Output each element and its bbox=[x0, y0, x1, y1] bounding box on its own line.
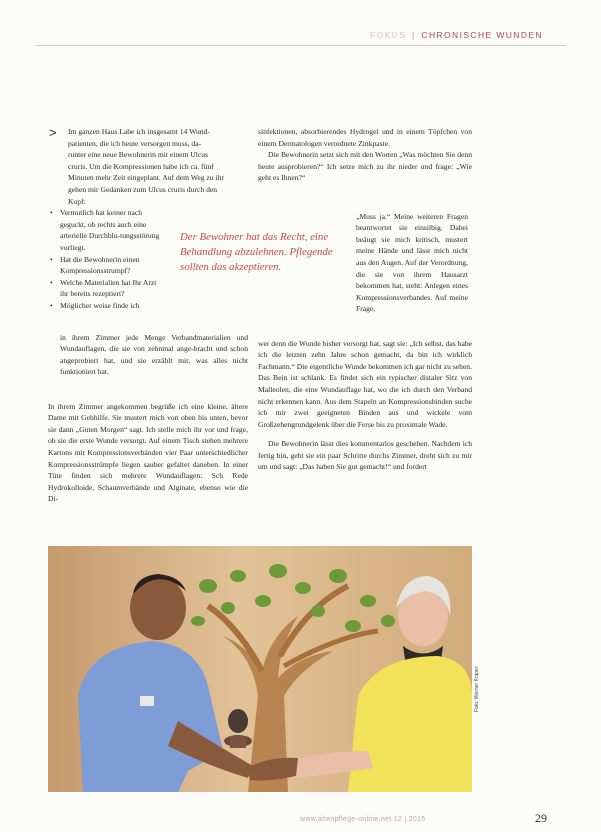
bullet-continuation-text: in ihrem Zimmer jede Menge Verbandmaterialien und Wundauflagen, die sie von zehnmal ange-bracht und schon angeprobiert hat, und sie erzählt mir, was alles nicht funktioniert hat. bbox=[60, 332, 248, 377]
start-arrow-icon: > bbox=[49, 125, 57, 140]
header-rule bbox=[36, 45, 566, 46]
section-separator: | bbox=[412, 30, 416, 40]
photo-illustration bbox=[48, 546, 472, 792]
right-lower-paragraphs bbox=[258, 330, 472, 480]
bullet-continuation bbox=[48, 324, 248, 386]
photo-credit: Foto: Werner Krüper bbox=[474, 666, 480, 712]
right-narrow-paragraph bbox=[356, 203, 468, 323]
page-number: 29 bbox=[535, 811, 547, 825]
section-kicker: FOKUS bbox=[370, 30, 407, 40]
paragraph-text: In ihrem Zimmer angekommen begrüße ich eine kleine, ältere Dame mit Gehhilfe. Sie mustert mich von oben bis unten, bevor sie dann „Guten Morgen“ sagt. Ich stelle mich ihr vor und frage, ob sie die erste Wunde versorgt. Auf einem Tisch stehen mehrere Kartons mit Kompressionsverbänden vier Paar unterschiedlicher Kompressionsstrümpfe liegen sauber gefaltet daneben. In einer Tüte finden sich mehrere Wundauflagen: Sch Rede Hydrokolloide, Schaumverbände und Alginate, ebenso wie die Di- bbox=[48, 401, 248, 504]
column-left bbox=[48, 126, 248, 312]
lead-paragraph: Im ganzen Haus Labe ich insgesamt 14 Wund- patienten, die ich heute versorgen muss, da- runter eine neue Bewohnerin mit einem Ulcus cruris. Um die Kompressionen habe ich ca. fünf Minuten mehr Zeit eingeplant. Auf dem Weg zu ihr gehen mir Gedanken zum Ulcus cruris durch den Kopf: bbox=[68, 127, 224, 206]
paragraph-text: „Muss ja.“ Meine weiteren Fragen beantwortet sie einsilbig. Dabei beäugt sie mich kritisch, mustert meine Hände und lässt mich nicht aus den Augen. Auf der Verordnung, die sie von ihrem Hausarzt bekommen hat, steht: Anlegen eines Kompressionsverbandes. Auf meine Frage, bbox=[356, 211, 468, 314]
pull-quote: Der Bewohner hat das Recht, eine Behandlung abzulehnen. Pflegende sollten das akzeptieren. bbox=[180, 230, 355, 275]
paragraph-text: wer denn die Wunde bisher versorgt hat, sagt sie: „Ich selbst, das habe ich die letzten zehn Jahre schon gemacht, da bin ich wirklich Fachmann.“ Die eigentliche Wunde bekommen ich gar nicht zu sehen. Das Bein ist schlank. Es findet sich ein typischer distaler Sitz von Malleolen, die eine Wundauflage hat, wo die ich durch den Verband nicht erkennen kann. Aus dem Stapeln an Kompressionsbinden suche ich mir zwei geeigneten Binden aus und wickele vom Großzehengrundgelenk über die Ferse bis zu proximale Wade. bbox=[258, 338, 473, 429]
paragraph-text: Die Bewohnerin lässt dies kommentarlos geschehen. Nachdem ich fertig bin, geht sie ein paar Schritte durchs Zimmer, dreht sich zu mir um und sagt: „Das haben Sie gut gemacht!“ und fordert bbox=[258, 438, 472, 472]
checklist-item: • Welche Materialien hat Ihr Arzt ihr bereits rezeptiert? bbox=[48, 277, 164, 300]
left-paragraph-2 bbox=[48, 393, 248, 513]
column-right bbox=[258, 126, 472, 184]
section-header bbox=[370, 30, 570, 40]
checklist-item: • Vermutlich hat keiner nach geguckt, ob rechts auch eine arterielle Durchblu-tungsstörung vorliegt. bbox=[48, 207, 164, 253]
paragraph-text: Die Bewohnerin setzt sich mit den Worten „Was möchten Sie denn heute ausprobieren?“ Ich setze mich zu ihr nieder und frage: „Wie geht es Ihnen?“ bbox=[258, 150, 472, 183]
paragraph-text: sinfektionen, absorbierendes Hydrogel und in einem Töpfchen von einem Dermatologen verordnete Zinkpaste. bbox=[258, 127, 472, 148]
checklist-item: • Hat die Bewohnerin einen Kompressionsstrumpf? bbox=[48, 254, 164, 277]
article-photo bbox=[48, 546, 472, 792]
footer-publication: www.altenpflege-online.net 12 | 2015 bbox=[300, 816, 426, 823]
section-topic: CHRONISCHE WUNDEN bbox=[421, 30, 543, 40]
checklist-item: • Möglicher weise finde ich bbox=[48, 300, 164, 312]
